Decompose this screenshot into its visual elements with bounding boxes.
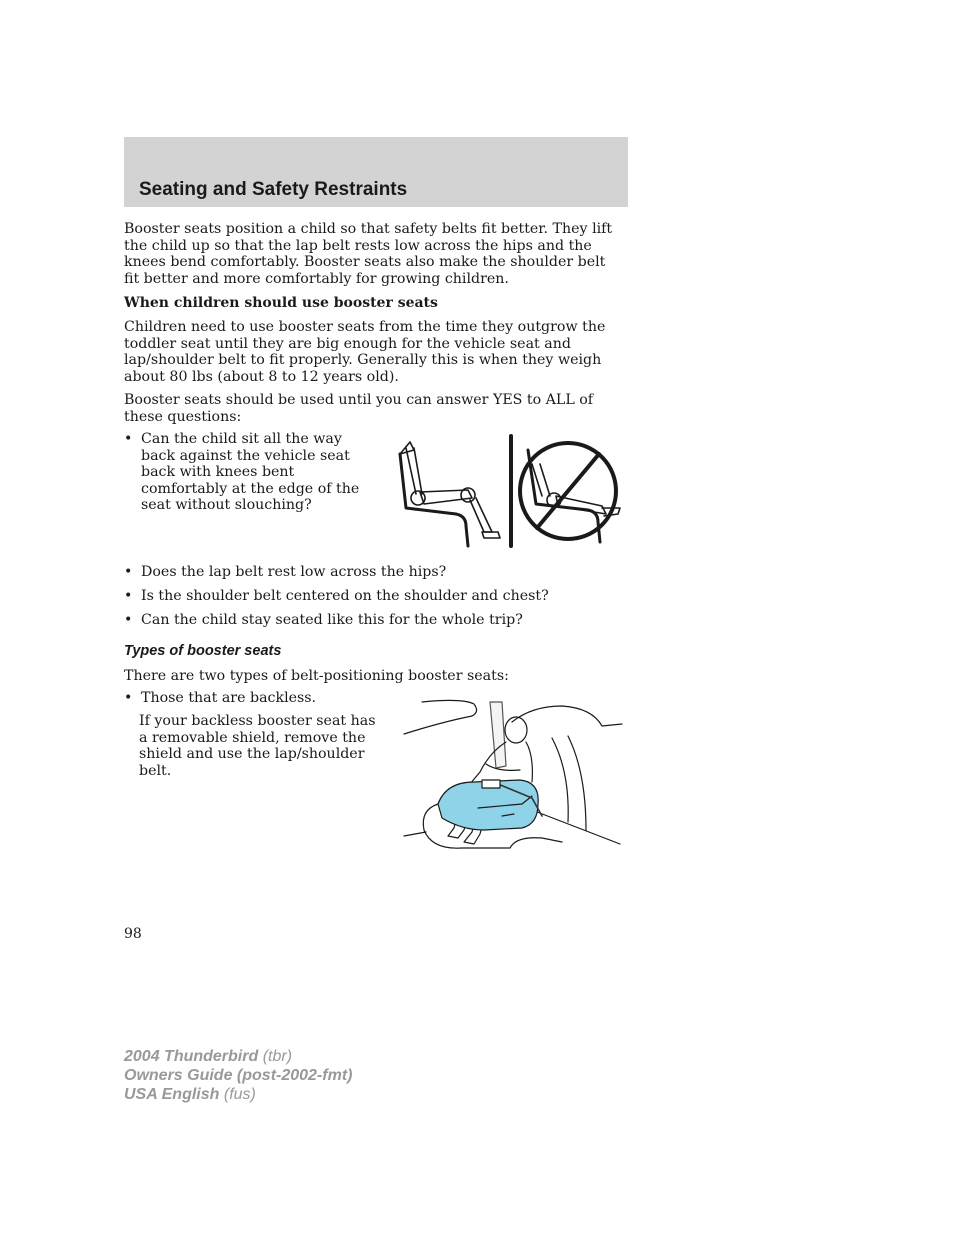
bullet-dot: • (124, 690, 133, 706)
bullet-dot: • (124, 612, 133, 628)
question-text: Can the child stay seated like this for the whole trip? (141, 612, 523, 628)
question-text: Can the child sit all the way back against the vehicle seat back with knees bent comfortably at the edge of the seat without slouching? (141, 431, 360, 513)
footer-language: USA English (124, 1086, 220, 1103)
bullet-dot: • (124, 431, 133, 447)
footer-line-language (124, 1085, 352, 1104)
intro-paragraph: Booster seats position a child so that safety belts fit better. They lift the child up so that the lap belt rests low across the hips and the knees bend comfortably. Booster seats also make the shoulder belt fit better and more comfortably for growing children. (124, 221, 613, 287)
footer-model-code: (tbr) (262, 1048, 293, 1065)
types-heading: Types of booster seats (124, 643, 282, 659)
when-paragraph-2: Booster seats should be used until you can answer YES to ALL of these questions: (124, 392, 594, 425)
backless-booster-figure (402, 692, 626, 854)
question-text: Does the lap belt rest low across the hips? (141, 564, 447, 580)
footer-language-code: (fus) (223, 1086, 256, 1103)
type-description: If your backless booster seat has a removable shield, remove the shield and use the lap/shoulder belt. (139, 713, 376, 779)
correct-posture-seat (400, 442, 500, 546)
when-paragraph-1: Children need to use booster seats from the time they outgrow the toddler seat until they are big enough for the vehicle seat and lap/shoulder belt to fit properly. Generally this is when they weigh about 80 lbs (about 8 to 12 years old). (124, 319, 606, 385)
question-text: Is the shoulder belt centered on the shoulder and chest? (141, 588, 549, 604)
when-heading: When children should use booster seats (124, 295, 438, 311)
footer-guide: Owners Guide (post-2002-fmt) (124, 1067, 353, 1084)
section-title: Seating and Safety Restraints (139, 179, 408, 200)
seat-posture-figure (392, 434, 626, 550)
bullet-dot: • (124, 564, 133, 580)
page-number: 98 (124, 926, 142, 942)
types-intro: There are two types of belt-positioning booster seats: (124, 668, 509, 684)
footer-line-guide (124, 1066, 352, 1085)
document-footer (124, 1047, 352, 1104)
type-label: Those that are backless. (141, 690, 317, 706)
section-header-band (124, 137, 628, 207)
footer-line-model (124, 1047, 352, 1066)
bullet-dot: • (124, 588, 133, 604)
footer-model: 2004 Thunderbird (124, 1048, 259, 1065)
